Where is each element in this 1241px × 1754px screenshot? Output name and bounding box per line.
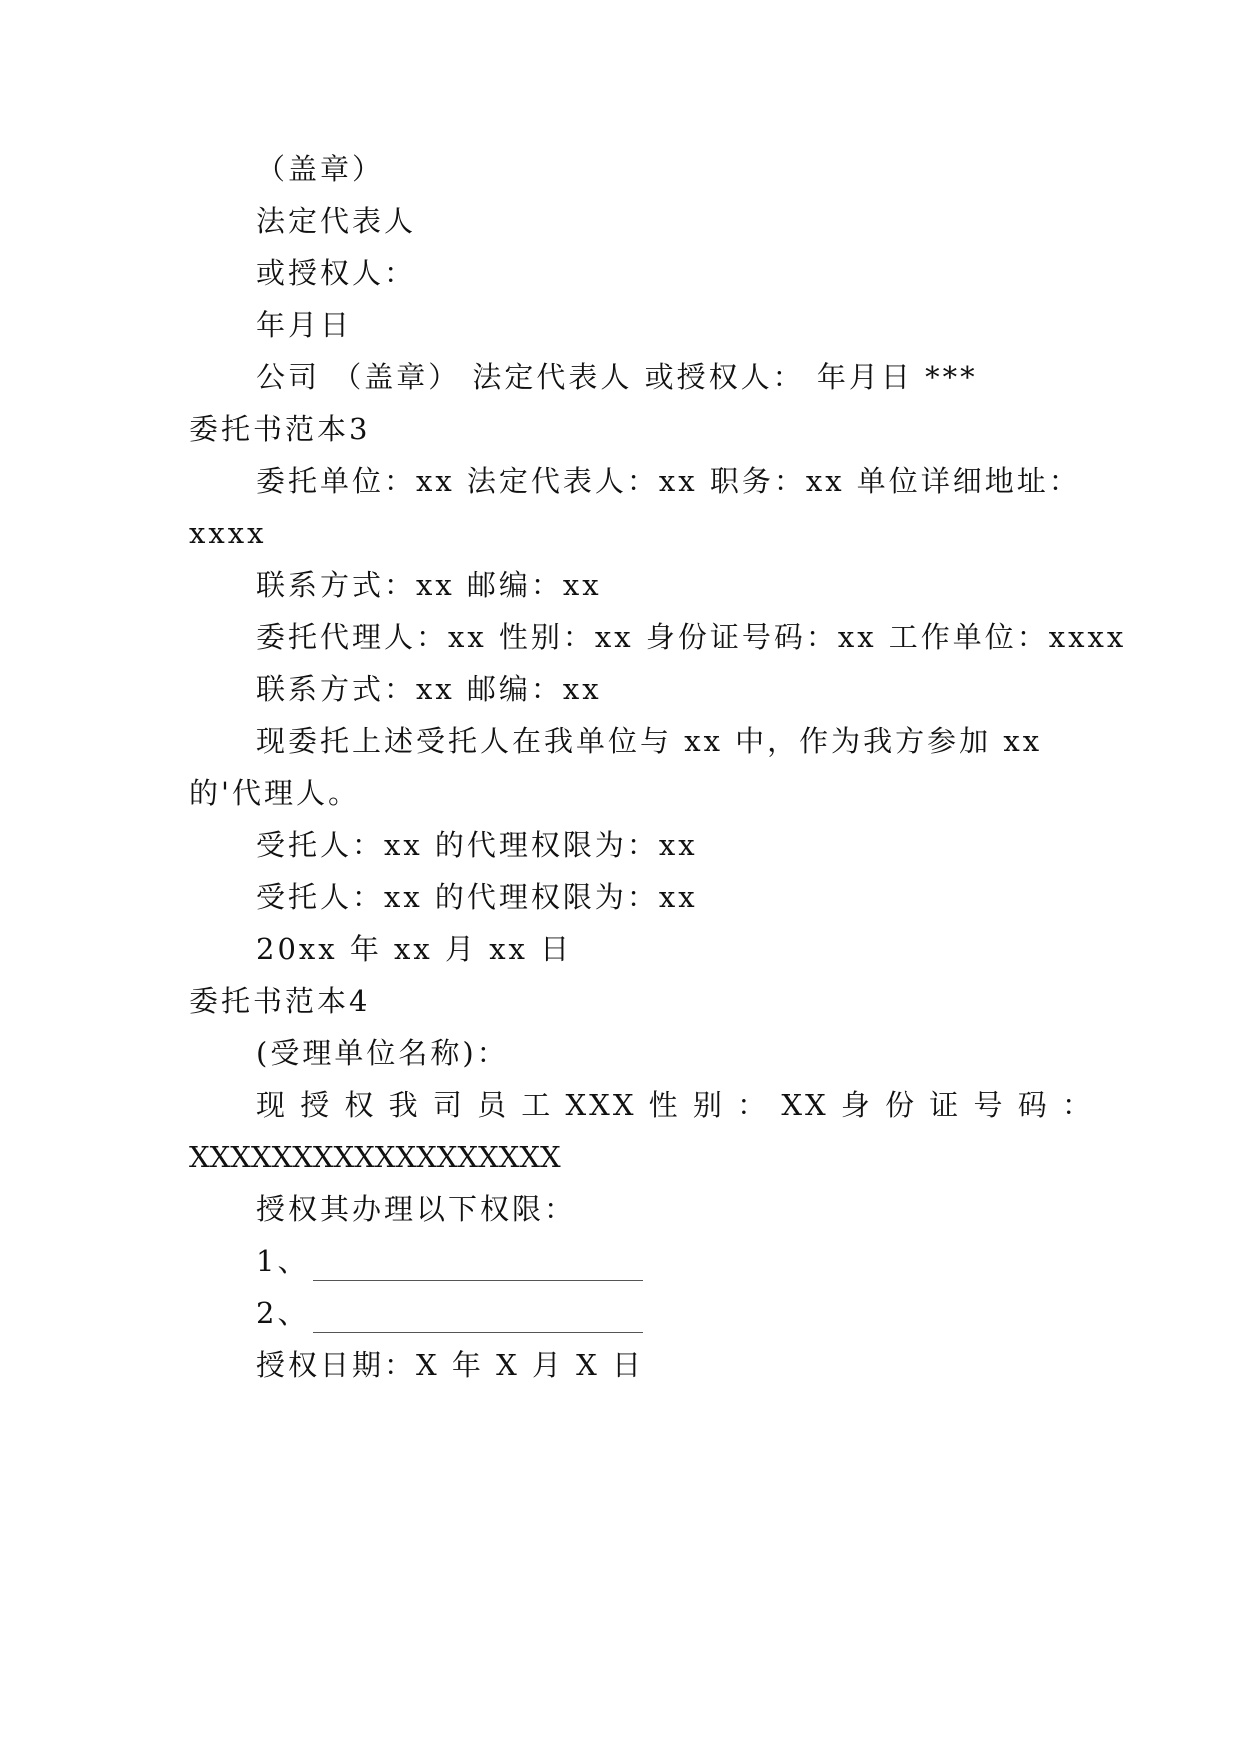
agent-info-line: 委托代理人：xx 性别：xx 身份证号码：xx 工作单位：xxxx	[256, 620, 1127, 654]
authority-item-2	[256, 1293, 643, 1333]
address-continued-line: xxxx	[189, 516, 267, 550]
authority-intro-line: 授权其办理以下权限：	[256, 1192, 577, 1226]
authorization-date-line: 授权日期：X 年 X 月 X 日	[256, 1348, 645, 1382]
document-date-line: 20xx 年 xx 月 xx 日	[256, 932, 573, 966]
legal-rep-line: 法定代表人	[256, 204, 417, 238]
authority-item-1	[256, 1241, 643, 1281]
entrust-statement-continued: 的'代理人。	[189, 776, 360, 810]
authorized-person-line: 或授权人：	[256, 256, 417, 290]
entrust-statement-line: 现委托上述受托人在我单位与 xx 中，作为我方参加 xx	[256, 724, 1043, 758]
agent-authority-line-1: 受托人：xx 的代理权限为：xx	[256, 828, 698, 862]
entrusting-unit-line: 委托单位：xx 法定代表人：xx 职务：xx 单位详细地址：	[256, 464, 1081, 498]
section-heading-3: 委托书范本3	[189, 412, 371, 446]
authorization-statement-line: 现 授 权 我 司 员 工 XXX 性 别 ： XX 身 份 证 号 码 ：	[256, 1088, 1094, 1122]
fill-in-blank	[313, 1304, 643, 1333]
date-line: 年月日	[256, 308, 353, 342]
receiving-unit-line: (受理单位名称)：	[256, 1036, 509, 1070]
fill-in-blank	[313, 1252, 643, 1281]
authority-item-number: 2、	[256, 1296, 310, 1330]
authority-item-number: 1、	[256, 1244, 310, 1278]
company-signature-line: 公司 （盖章） 法定代表人 或授权人： 年月日 ***	[256, 360, 978, 394]
contact-line-1: 联系方式：xx 邮编：xx	[256, 568, 602, 602]
contact-line-2: 联系方式：xx 邮编：xx	[256, 672, 602, 706]
section-heading-4: 委托书范本4	[189, 984, 371, 1018]
id-number-line: XXXXXXXXXXXXXXXXXX	[189, 1140, 561, 1174]
seal-line: （盖章）	[256, 152, 385, 186]
agent-authority-line-2: 受托人：xx 的代理权限为：xx	[256, 880, 698, 914]
